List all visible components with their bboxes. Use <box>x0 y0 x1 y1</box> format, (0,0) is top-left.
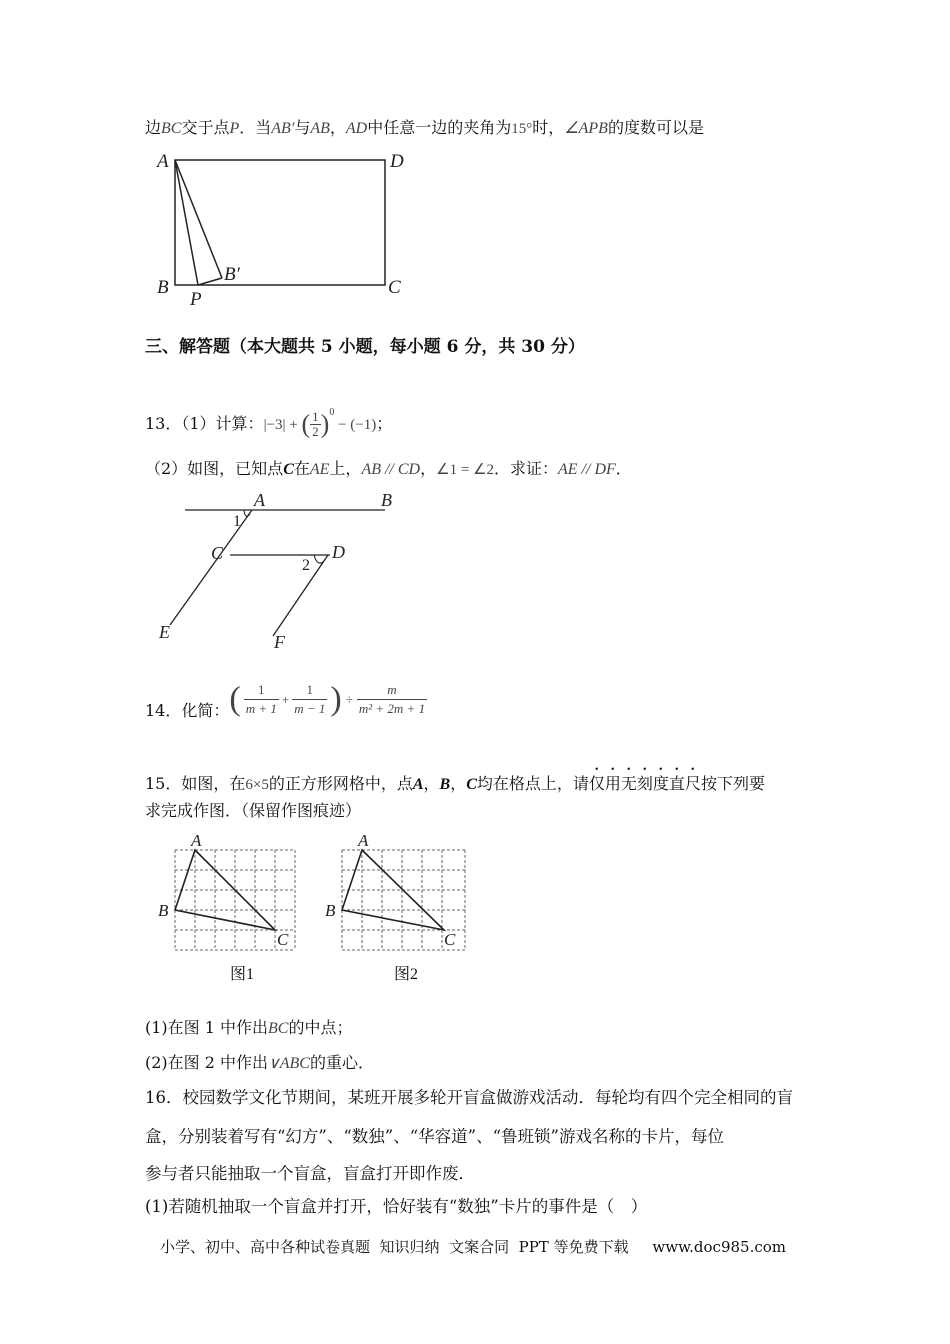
label-f: F <box>274 632 285 652</box>
text: ， <box>450 774 467 793</box>
text: 的中点； <box>288 1018 353 1037</box>
math-angle-eq: ∠1 = ∠2 <box>436 462 494 478</box>
text: 边 <box>145 118 162 137</box>
line-df <box>273 555 328 636</box>
grid-figure-1 <box>155 830 305 955</box>
figure-caption-1: 图1 <box>230 966 255 983</box>
numerator: 1 <box>306 682 314 697</box>
text: ， <box>420 459 437 478</box>
fraction-2 <box>292 681 327 718</box>
paren-close: ) <box>320 409 330 439</box>
question-label: 14．化简： <box>145 701 230 720</box>
denominator: 2 <box>312 424 319 439</box>
rect-abcd <box>175 160 385 285</box>
text: ．求证： <box>493 459 558 478</box>
q13-part1 <box>145 395 393 439</box>
math-ae-parallel-df: AE // DF <box>558 461 616 478</box>
emphasized-text: 仅用无刻度直尺 <box>588 774 701 793</box>
figure-caption-2: 图2 <box>394 966 419 983</box>
exponent: 0 <box>329 407 335 418</box>
text: 均在格点上，请 <box>476 774 589 793</box>
label-c: C <box>277 930 289 949</box>
label-a: A <box>191 831 202 850</box>
q15-sub2 <box>145 1053 374 1074</box>
text: 在 <box>293 459 310 478</box>
divide-sign: ÷ <box>345 692 353 707</box>
label-angle-1: 1 <box>233 513 241 530</box>
label-c: C <box>444 930 456 949</box>
text: ； <box>376 414 393 433</box>
label-bprime: B′ <box>224 264 240 285</box>
label-e: E <box>159 622 170 642</box>
math-abprime: AB′ <box>271 120 295 137</box>
math-triangle: ∨ABC <box>268 1055 310 1072</box>
label-d: D <box>332 542 345 562</box>
q16-line2: 盒，分别装着写有“幻方”、“数独”、“华容道”、“鲁班锁”游戏名称的卡片，每位 <box>145 1127 724 1146</box>
label-a: A <box>358 831 369 850</box>
math-angle: 15° <box>511 121 533 137</box>
math-a: A <box>412 776 424 793</box>
numerator: 1 <box>258 682 265 697</box>
math-c: C <box>466 776 477 793</box>
denominator: m + 1 <box>245 701 277 716</box>
q12-text-line <box>145 118 704 139</box>
math-bc: BC <box>268 1020 289 1037</box>
label-c: C <box>211 543 224 563</box>
plus-sign: + <box>281 692 290 707</box>
math-b: B <box>439 776 451 793</box>
text: 的度数可以是 <box>607 118 704 137</box>
math-minus: − (−1) <box>334 417 377 433</box>
math-grid-size: 6×5 <box>245 777 269 793</box>
label-b: B <box>158 901 169 920</box>
paren-open: ( <box>301 409 311 439</box>
text: 的重心． <box>309 1053 374 1072</box>
text: (1)在图 1 中作出 <box>145 1018 269 1037</box>
text: 与 <box>294 118 311 137</box>
q15-sub1 <box>145 1018 353 1039</box>
label-angle-2: 2 <box>302 557 310 574</box>
label-b: B <box>325 901 336 920</box>
label-p: P <box>190 289 202 310</box>
label-c: C <box>388 277 401 298</box>
math-apb: ∠APB <box>564 120 608 137</box>
page-footer: 小学、初中、高中各种试卷真题 知识归纳 文案合同 PPT 等免费下载 www.doc985.com <box>160 1238 787 1256</box>
text: 时， <box>532 118 565 137</box>
q16-line4: (1)若随机抽取一个盲盒并打开，恰好装有“数独”卡片的事件是（ ） <box>145 1197 648 1216</box>
text: ， <box>423 774 440 793</box>
q15-line2: 求完成作图．（保留作图痕迹） <box>145 801 362 820</box>
rectangle-figure <box>150 145 420 310</box>
text: 中任意一边的夹角为 <box>367 118 512 137</box>
question-number: 13． <box>145 414 182 433</box>
q16-line1: 16．校园数学文化节期间，某班开展多轮开盲盒做游戏活动．每轮均有四个完全相同的盲 <box>145 1088 793 1107</box>
paren-close: ) <box>330 680 342 718</box>
text: ． <box>615 459 632 478</box>
text: ， <box>329 118 346 137</box>
label-b: B <box>157 277 169 298</box>
label-a: A <box>157 151 169 172</box>
numerator: m <box>387 682 397 697</box>
q15-line1 <box>145 765 765 795</box>
paren-open: ( <box>229 680 241 718</box>
denominator: m² + 2m + 1 <box>358 701 426 716</box>
label-a: A <box>254 490 265 510</box>
text: ．当 <box>239 118 272 137</box>
label-b: B <box>381 490 392 510</box>
q16-line3: 参与者只能抽取一个盲盒，盲盒打开即作废． <box>145 1164 475 1183</box>
math-ab: AB <box>310 120 330 137</box>
text: 交于点 <box>181 118 230 137</box>
angle-2-arc <box>314 555 323 563</box>
section-heading: 三、解答题（本大题共 5 小题，每小题 6 分，共 30 分） <box>145 337 585 357</box>
math-bc: BC <box>161 120 182 137</box>
math-ae: AE <box>309 461 330 478</box>
segment-abprime <box>175 160 222 278</box>
text: （2）如图，已知点 <box>145 459 284 478</box>
text: 的正方形网格中，点 <box>268 774 413 793</box>
math-ab-parallel-cd: AB // CD <box>361 461 421 478</box>
numerator: 1 <box>312 409 319 424</box>
segment-pbprime <box>198 278 222 285</box>
text: 按下列要 <box>700 774 765 793</box>
math-abs: |−3| + <box>263 417 302 433</box>
text: 上， <box>329 459 362 478</box>
fraction-1 <box>244 681 279 718</box>
segment-ap <box>175 160 198 285</box>
text: (2)在图 2 中作出 <box>145 1053 269 1072</box>
label-d: D <box>390 151 404 172</box>
fraction-half <box>310 410 321 439</box>
denominator: m − 1 <box>294 701 326 716</box>
math-ad: AD <box>345 120 368 137</box>
math-p: P <box>229 120 240 137</box>
q13-part2 <box>145 459 632 480</box>
parallel-lines-figure <box>150 488 410 653</box>
math-c: C <box>283 461 294 478</box>
fraction-3 <box>357 681 427 718</box>
q14 <box>145 676 427 722</box>
grid-figure-2 <box>322 830 472 955</box>
text: 15．如图，在 <box>145 774 246 793</box>
text: （1）计算： <box>181 414 264 433</box>
